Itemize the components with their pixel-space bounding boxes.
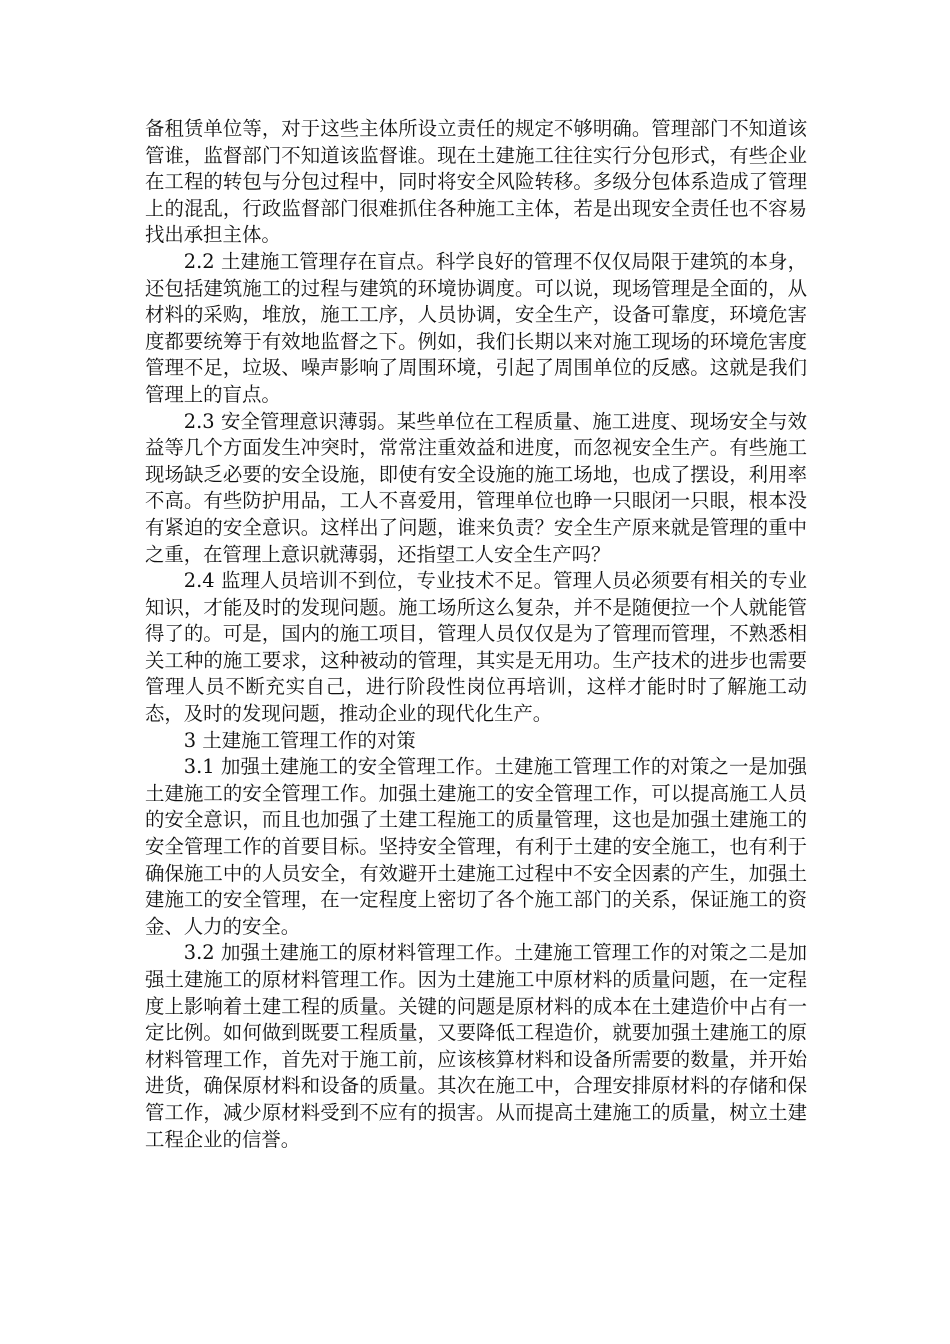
paragraph-2-2: 2.2 土建施工管理存在盲点。科学良好的管理不仅仅局限于建筑的本身，还包括建筑施工的过程与建筑的环境协调度。可以说，现场管理是全面的，从材料的采购，堆放，施工工序，人员协调，安全生产，设备可靠度，环境危害度都要统筹于有效地监督之下。例如，我们长期以来对施工现场的环境危害度管理不足，垃圾、噪声影响了周围环境，引起了周围单位的反感。这就是我们管理上的盲点。: [145, 249, 807, 406]
paragraph-continued: 备租赁单位等，对于这些主体所设立责任的规定不够明确。管理部门不知道该管谁，监督部门不知道该监督谁。现在土建施工往往实行分包形式，有些企业在工程的转包与分包过程中，同时将安全风险转移。多级分包体系造成了管理上的混乱，行政监督部门很难抓住各种施工主体，若是出现安全责任也不容易找出承担主体。: [145, 117, 807, 247]
document-body: [145, 116, 807, 1153]
paragraph-3-1: 3.1 加强土建施工的安全管理工作。土建施工管理工作的对策之一是加强土建施工的安全管理工作。加强土建施工的安全管理工作，可以提高施工人员的安全意识，而且也加强了土建工程施工的质量管理，这也是加强土建施工的安全管理工作的首要目标。坚持安全管理，有利于土建的安全施工，也有利于确保施工中的人员安全，有效避开土建施工过程中不安全因素的产生，加强土建施工的安全管理，在一定程度上密切了各个施工部门的关系，保证施工的资金、人力的安全。: [145, 755, 807, 938]
paragraph-2-4: 2.4 监理人员培训不到位，专业技术不足。管理人员必须要有相关的专业知识，才能及时的发现问题。施工场所这么复杂，并不是随便拉一个人就能管得了的。可是，国内的施工项目，管理人员仅仅是为了管理而管理，不熟悉相关工种的施工要求，这种被动的管理，其实是无用功。生产技术的进步也需要管理人员不断充实自己，进行阶段性岗位再培训，这样才能时时了解施工动态，及时的发现问题，推动企业的现代化生产。: [145, 569, 807, 726]
paragraph-2-3: 2.3 安全管理意识薄弱。某些单位在工程质量、施工进度、现场安全与效益等几个方面发生冲突时，常常注重效益和进度，而忽视安全生产。有些施工现场缺乏必要的安全设施，即使有安全设施的施工场地，也成了摆设，利用率不高。有些防护用品，工人不喜爱用，管理单位也睁一只眼闭一只眼，根本没有紧迫的安全意识。这样出了问题，谁来负责？安全生产原来就是管理的重中之重，在管理上意识就薄弱，还指望工人安全生产吗？: [145, 409, 807, 566]
paragraph-3-2: 3.2 加强土建施工的原材料管理工作。土建施工管理工作的对策之二是加强土建施工的原材料管理工作。因为土建施工中原材料的质量问题，在一定程度上影响着土建工程的质量。关键的问题是原材料的成本在土建造价中占有一定比例。如何做到既要工程质量，又要降低工程造价，就要加强土建施工的原材料管理工作，首先对于施工前，应该核算材料和设备所需要的数量，并开始进货，确保原材料和设备的质量。其次在施工中，合理安排原材料的存储和保管工作，减少原材料受到不应有的损害。从而提高土建施工的质量，树立土建工程企业的信誉。: [145, 941, 807, 1151]
section-heading-3: 3 土建施工管理工作的对策: [183, 728, 416, 752]
